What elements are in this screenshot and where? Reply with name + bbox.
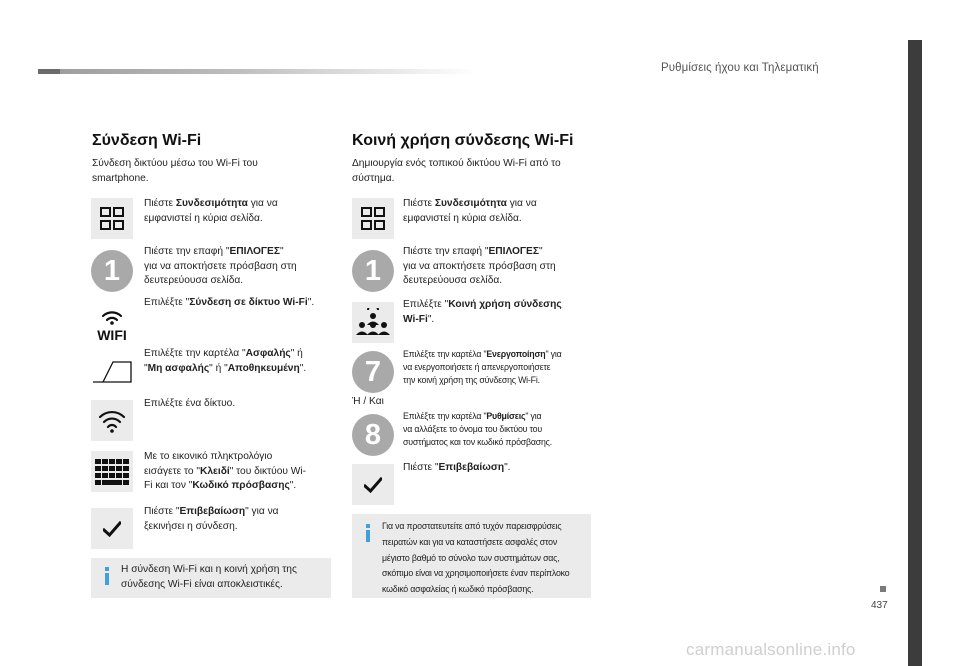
left-step-7-text: Πιέστε "Επιβεβαίωση" για να ξεκινήσει η σύνδεση. [144,506,279,532]
left-step-4-text: Επιλέξτε την καρτέλα "Ασφαλής" ή "Μη ασφαλής" ή "Αποθηκευμένη". [144,348,307,374]
right-step-2-text: Πιέστε την επαφή "ΕΠΙΛΟΓΕΣ" για να αποκτήσετε πρόσβαση στη δευτερεύουσα σελίδα. [403,246,556,286]
info-box-right [352,514,591,598]
right-step-4-text: Επιλέξτε την καρτέλα "Ενεργοποίηση" για να ενεργοποιήσετε ή απενεργοποιήσετε την κοινή χρήση της σύνδεσης Wi-Fi. [403,349,562,386]
keyboard-icon [91,451,133,492]
info-icon [104,567,110,585]
intro-wifi-sharing: Δημιουργία ενός τοπικού δικτύου Wi-Fi από το σύστημα. [352,158,561,184]
info-box-left [91,558,331,598]
step-badge-1: 1 [352,250,394,292]
left-step-2-text: Πιέστε την επαφή "ΕΠΙΛΟΓΕΣ" για να αποκτήσετε πρόσβαση στη δευτερεύουσα σελίδα. [144,246,297,286]
header-rule [38,69,478,74]
grid-icon [352,198,394,239]
wifi-logo-icon [91,301,133,342]
left-step-1-text: Πιέστε Συνδεσιμότητα για να εμφανιστεί η κύρια σελίδα. [144,198,278,224]
section-title-wifi: Σύνδεση Wi-Fi [92,132,202,149]
intro-wifi: Σύνδεση δικτύου μέσω του Wi-Fi του smartphone. [92,158,258,184]
right-step-5-text: Επιλέξτε την καρτέλα "Ρυθμίσεις" για να αλλάξετε το όνομα του δικτύου του συστήματος και τον κωδικό πρόσβασης. [403,411,552,448]
header-title: Ρυθμίσεις ήχου και Τηλεματική [661,62,819,74]
grid-icon [91,198,133,239]
side-strip [908,40,922,666]
tab-icon [91,350,133,391]
wifi-signal-icon [91,400,133,441]
checkmark-icon [91,508,133,549]
page-number: 437 [871,600,888,611]
share-users-icon [352,302,394,343]
svg-text:WIFI: WIFI [97,326,127,342]
info-icon [365,524,371,542]
step-badge-8: 8 [352,414,394,456]
left-step-6-text: Με το εικονικό πληκτρολόγιο εισάγετε το "Κλειδί" του δικτύου Wi- Fi και τον "Κωδικό πρόσβασης". [144,451,307,491]
left-step-3-text: Επιλέξτε "Σύνδεση σε δίκτυο Wi-Fi". [144,297,315,308]
right-step-6-text: Πιέστε "Επιβεβαίωση". [403,462,511,473]
page-marker [880,586,886,592]
checkmark-icon [352,464,394,505]
left-step-5-text: Επιλέξτε ένα δίκτυο. [144,398,236,409]
right-step-1-text: Πιέστε Συνδεσιμότητα για να εμφανιστεί η κύρια σελίδα. [403,198,537,224]
step-badge-7: 7 [352,351,394,393]
section-title-wifi-sharing: Κοινή χρήση σύνδεσης Wi-Fi [352,132,574,149]
or-label: Ή / Και [352,396,384,407]
step-badge-1: 1 [91,250,133,292]
watermark: carmanualsonline.info [686,640,856,659]
right-step-3-text: Επιλέξτε "Κοινή χρήση σύνδεσης Wi-Fi". [403,299,562,325]
info-text-left: Η σύνδεση Wi-Fi και η κοινή χρήση της σύνδεσης Wi-Fi είναι αποκλειστικές. [121,564,297,590]
info-text-right: Για να προστατευτείτε από τυχόν παρεισφρύσεις πειρατών και για να καταστήσετε ασφαλές στον μέγιστο βαθμό το σύνολο των συστημάτων σας, σκόπιμο είναι να χρησιμοποιήσετε έναν περίπλοκο κωδικό ασφαλείας ή κωδικό πρόσβασης. [382,521,570,595]
